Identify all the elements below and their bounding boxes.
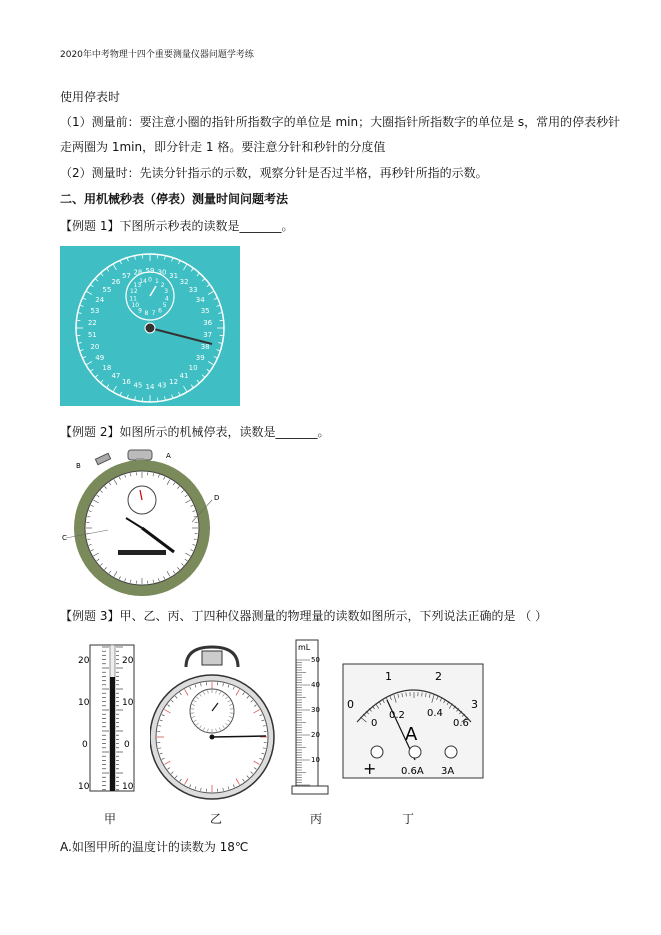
outer-dial-label: 26 [111, 278, 121, 287]
cylinder-unit: mL [298, 643, 311, 652]
outer-dial-label: 47 [111, 371, 121, 380]
thermo-label-0-left: 0 [82, 740, 88, 750]
example-3-text: 【例题 3】甲、乙、丙、丁四种仪器测量的物理量的读数如图所示，下列说法正确的是 （ ） [60, 609, 548, 623]
label-yi: 乙 [210, 812, 223, 826]
inner-dial-label: 1 [155, 277, 159, 285]
outer-dial-label: 37 [203, 331, 213, 340]
outer-dial-label: 14 [145, 383, 155, 391]
outer-dial-label: 39 [195, 354, 205, 362]
inner-dial-label: 0 [148, 276, 152, 284]
terminal-06 [409, 746, 421, 758]
label-bing: 丙 [310, 812, 323, 826]
inner-dial-label: 3 [164, 288, 169, 296]
outer-dial-label: 45 [133, 381, 143, 390]
pivot [210, 735, 215, 740]
outer-dial-label: 35 [200, 307, 210, 316]
outer-dial-label: 36 [203, 318, 213, 327]
cylinder-figure [290, 636, 334, 798]
terminal-3 [445, 746, 457, 758]
thermo-label-10-left: 10 [78, 698, 90, 708]
bottom-scale-0: 0 [371, 718, 378, 729]
thermo-label-20-left: 20 [78, 656, 90, 666]
inner-dial-label: 7 [151, 310, 156, 318]
unit-symbol: A [405, 724, 418, 745]
thermometer-figure [76, 643, 146, 793]
outer-dial-label: 31 [169, 272, 179, 281]
terminal-label-3a: 3A [441, 766, 455, 777]
intro-line-3: （2）测量时：先读分针指示的示数，观察分针是否过半格，再秒针所指的示数。 [60, 166, 488, 180]
outer-dial-label: 20 [90, 342, 100, 351]
cylinder-label: 20 [311, 731, 320, 739]
outer-dial-label: 59 [145, 267, 155, 275]
outer-dial-label: 18 [102, 363, 112, 372]
thermo-label-10b-left: 10 [78, 782, 90, 792]
outer-dial-label: 53 [90, 307, 100, 316]
terminal-label-06a: 0.6A [401, 766, 424, 777]
outer-dial-label: 24 [95, 296, 105, 304]
cylinder-base [292, 786, 328, 794]
example-1-text: 【例题 1】下图所示秒表的读数是_______。 [60, 219, 294, 233]
inner-dial-label: 8 [144, 310, 149, 318]
outer-dial-label: 22 [87, 318, 97, 327]
top-scale-3: 3 [471, 698, 478, 711]
center-pivot [145, 323, 155, 333]
top-scale-0: 0 [347, 698, 354, 711]
outer-dial-label: 12 [169, 377, 179, 386]
outer-dial-label: 41 [179, 371, 189, 380]
outer-dial-label: 51 [87, 331, 97, 340]
label-ding: 丁 [402, 812, 415, 826]
inner-dial-label: 9 [138, 307, 142, 315]
inner-dial-label: 13 [133, 282, 142, 290]
label-a: A [166, 452, 171, 460]
outer-dial-label: 38 [200, 342, 210, 351]
inner-dial-label: 5 [162, 302, 167, 309]
outer-dial-label: 10 [188, 363, 198, 372]
outer-dial-label: 28 [133, 268, 143, 277]
thermo-label-20-right: 20 [122, 656, 134, 666]
terminal-label-plus: + [363, 759, 377, 778]
outer-dial-label: 57 [121, 272, 131, 281]
top-scale-1: 1 [385, 670, 392, 683]
ammeter-figure [341, 662, 485, 782]
label-d: D [214, 494, 220, 502]
brand-strip [118, 550, 166, 555]
inner-dial-label: 6 [158, 307, 162, 315]
outer-dial-label: 33 [188, 286, 198, 295]
thermo-label-10-right: 10 [122, 698, 134, 708]
thermo-label-10b-right: 10 [122, 782, 134, 792]
outer-dial-label: 34 [195, 296, 205, 304]
cylinder-label: 40 [311, 681, 320, 689]
terminal-plus [371, 746, 383, 758]
top-scale-2: 2 [435, 670, 442, 683]
outer-dial-label: 32 [179, 278, 189, 287]
label-b: B [76, 462, 81, 470]
section-title: 二、用机械秒表（停表）测量时间问题考法 [60, 192, 289, 206]
liquid-column [110, 677, 115, 791]
crown [202, 651, 222, 665]
stopwatch-3-figure [150, 643, 275, 803]
cylinder-label: 10 [311, 756, 320, 764]
side-button [95, 453, 110, 464]
inner-dial-label: 4 [164, 295, 169, 303]
intro-line-1: （1）测量前：要注意小圈的指针所指数字的单位是 min；大圈指针所指数字的单位是 s，常用的停表秒针 [60, 115, 621, 129]
thermo-label-0-right: 0 [124, 740, 130, 750]
stopwatch-1-figure [60, 246, 240, 406]
cylinder-label: 30 [311, 706, 320, 714]
outer-dial-label: 43 [157, 381, 167, 390]
label-c: C [62, 534, 67, 542]
bottom-scale-04: 0.4 [427, 708, 443, 719]
second-hand [212, 736, 266, 737]
stopwatch-2-figure [62, 448, 222, 598]
bottom-scale-06: 0.6 [453, 718, 469, 729]
inner-dial-label: 10 [131, 302, 140, 309]
inner-dial-label: 12 [130, 288, 138, 296]
label-jia: 甲 [104, 812, 117, 826]
outer-dial-label: 49 [95, 354, 105, 362]
outer-dial-label: 30 [157, 268, 167, 277]
example-2-text: 【例题 2】如图所示的机械停表，读数是_______。 [60, 425, 330, 439]
inner-dial-label: 2 [160, 282, 165, 290]
outer-dial-label: 55 [102, 286, 112, 295]
bottom-scale-02: 0.2 [389, 710, 405, 721]
intro-title: 使用停表时 [60, 90, 121, 104]
intro-line-2: 走两圈为 1min，即分针走 1 格。要注意分针和秒针的分度值 [60, 140, 386, 154]
outer-dial-label: 16 [121, 377, 131, 386]
inner-dial-label: 14 [139, 277, 147, 285]
cylinder-label: 50 [311, 656, 320, 664]
inner-dial-label: 11 [129, 295, 137, 303]
page-header: 2020年中考物理十四个重要测量仪器问题学考练 [60, 50, 254, 60]
option-a: A.如图甲所的温度计的读数为 18℃ [60, 840, 249, 854]
